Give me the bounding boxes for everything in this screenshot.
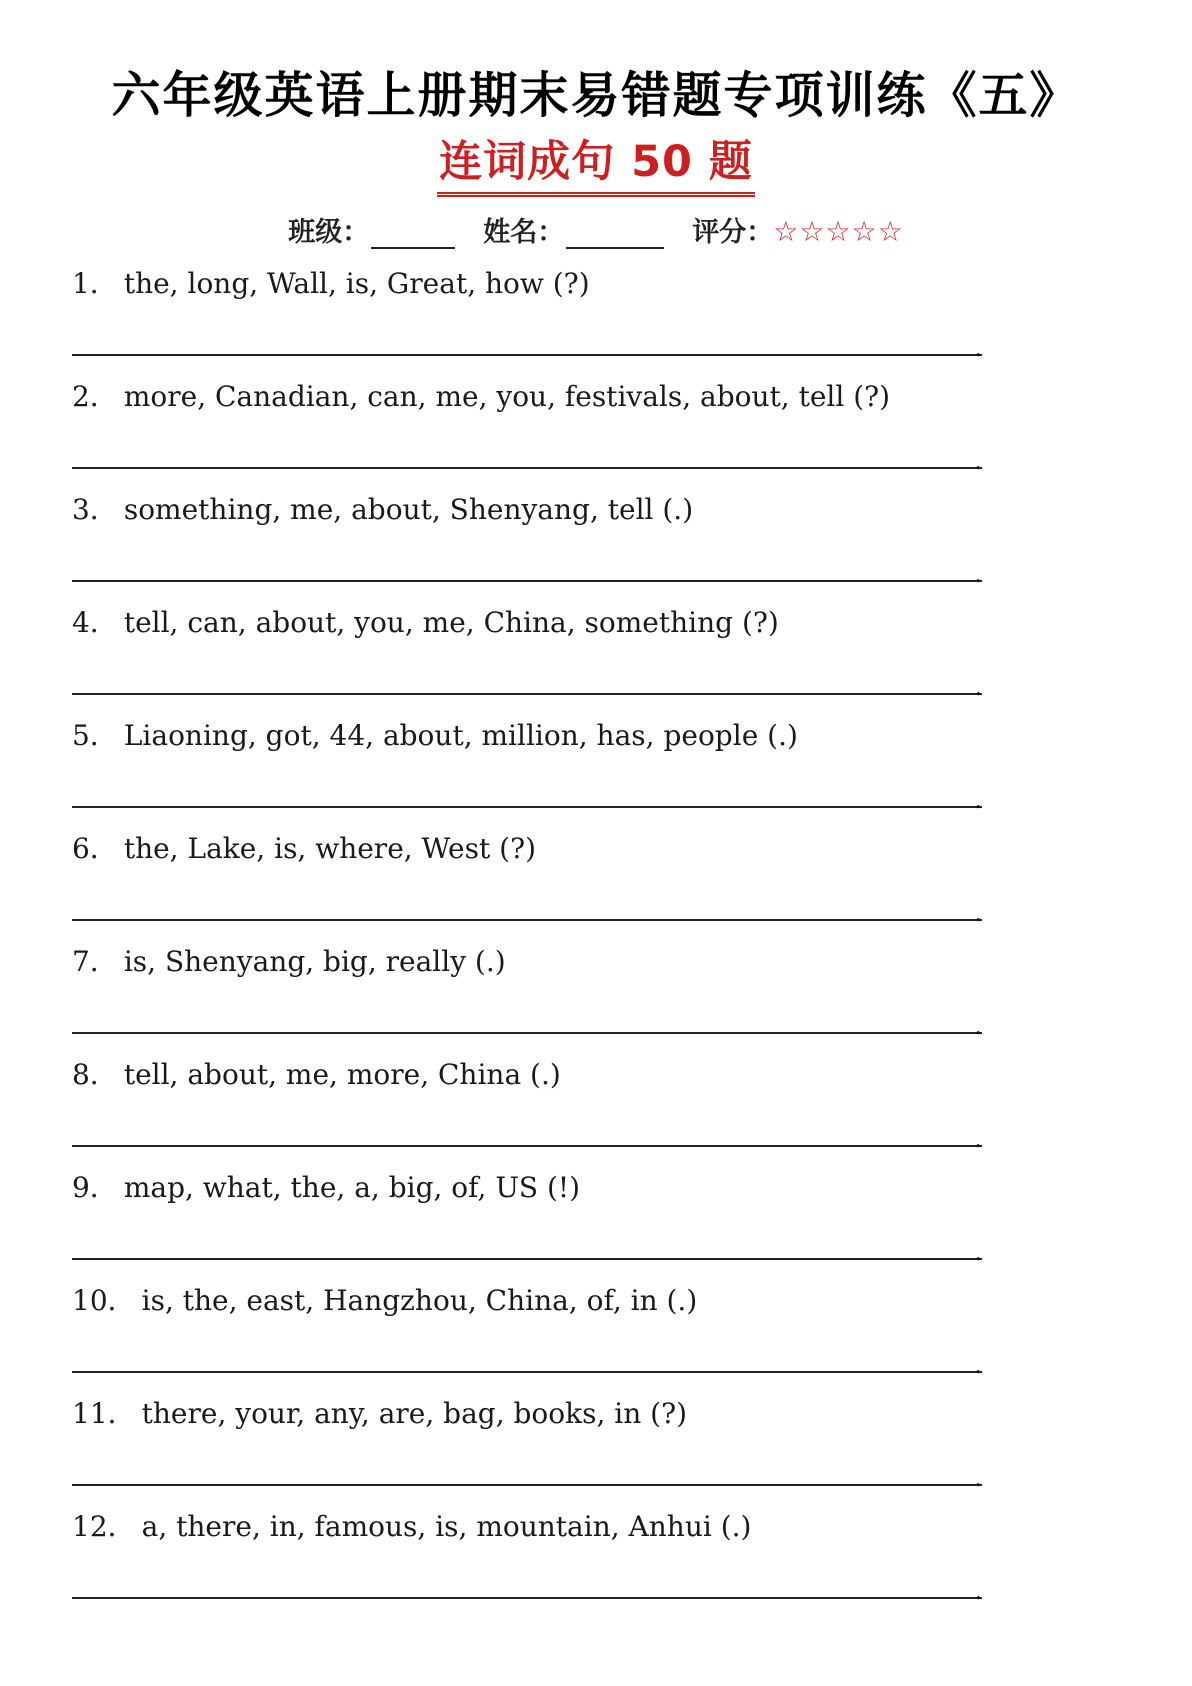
- question-item: [72, 1166, 982, 1279]
- question-number: 2．: [72, 380, 118, 413]
- question-number: 12．: [72, 1510, 136, 1543]
- question-item: [72, 601, 982, 714]
- question-number: 3．: [72, 493, 118, 526]
- question-item: [72, 827, 982, 940]
- answer-end-mark: .: [974, 447, 982, 475]
- worksheet-subtitle: 连词成句 50 题: [437, 134, 755, 197]
- question-number: 1．: [72, 267, 118, 300]
- question-words: Liaoning, got, 44, about, million, has, people (.): [123, 719, 798, 752]
- question-list: [72, 262, 982, 1618]
- answer-line[interactable]: [72, 806, 982, 808]
- answer-end-mark: .: [974, 1012, 982, 1040]
- question-number: 7．: [72, 945, 118, 978]
- answer-line[interactable]: [72, 580, 982, 582]
- question-number: 4．: [72, 606, 118, 639]
- question-text-row: [72, 1053, 561, 1097]
- answer-line[interactable]: [72, 1371, 982, 1373]
- question-words: is, the, east, Hangzhou, China, of, in (.): [141, 1284, 698, 1317]
- question-item: [72, 1505, 982, 1618]
- question-words: is, Shenyang, big, really (.): [123, 945, 506, 978]
- question-item: [72, 940, 982, 1053]
- answer-end-mark: .: [974, 673, 982, 701]
- question-item: [72, 375, 982, 488]
- answer-end-mark: .: [974, 1464, 982, 1492]
- question-text-row: [72, 601, 779, 645]
- question-text-row: [72, 1505, 751, 1549]
- question-text-row: [72, 1392, 687, 1436]
- question-item: [72, 1279, 982, 1392]
- question-number: 11．: [72, 1397, 136, 1430]
- answer-line[interactable]: [72, 1484, 982, 1486]
- question-words: there, your, any, are, bag, books, in (?): [141, 1397, 688, 1430]
- class-blank[interactable]: [371, 217, 455, 249]
- answer-end-mark: .: [974, 899, 982, 927]
- question-number: 9．: [72, 1171, 118, 1204]
- answer-line[interactable]: [72, 1258, 982, 1260]
- question-number: 5．: [72, 719, 118, 752]
- question-text-row: [72, 262, 590, 306]
- question-text-row: [72, 940, 506, 984]
- answer-end-mark: .: [974, 1351, 982, 1379]
- answer-line[interactable]: [72, 354, 982, 356]
- question-words: the, long, Wall, is, Great, how (?): [123, 267, 590, 300]
- score-label: 评分：: [692, 217, 774, 248]
- question-item: [72, 1053, 982, 1166]
- question-number: 6．: [72, 832, 118, 865]
- student-info-row: [0, 212, 1192, 253]
- question-text-row: [72, 1279, 697, 1323]
- answer-line[interactable]: [72, 693, 982, 695]
- question-words: the, Lake, is, where, West (?): [123, 832, 537, 865]
- answer-end-mark: .: [974, 1238, 982, 1266]
- question-text-row: [72, 714, 798, 758]
- question-words: something, me, about, Shenyang, tell (.): [123, 493, 694, 526]
- answer-end-mark: .: [974, 560, 982, 588]
- question-item: [72, 488, 982, 601]
- question-words: tell, can, about, you, me, China, something (?): [123, 606, 779, 639]
- question-text-row: [72, 375, 890, 419]
- question-item: [72, 1392, 982, 1505]
- question-words: map, what, the, a, big, of, US (!): [123, 1171, 581, 1204]
- question-words: more, Canadian, can, me, you, festivals, about, tell (?): [123, 380, 891, 413]
- name-blank[interactable]: [566, 217, 664, 249]
- answer-line[interactable]: [72, 467, 982, 469]
- name-label: 姓名：: [483, 217, 565, 248]
- answer-end-mark: .: [974, 786, 982, 814]
- worksheet-title: 六年级英语上册期末易错题专项训练《五》: [111, 67, 1081, 124]
- question-item: [72, 262, 982, 375]
- answer-line[interactable]: [72, 919, 982, 921]
- question-item: [72, 714, 982, 827]
- question-text-row: [72, 488, 693, 532]
- answer-line[interactable]: [72, 1032, 982, 1034]
- question-words: a, there, in, famous, is, mountain, Anhui (.): [141, 1510, 752, 1543]
- worksheet-subtitle-wrap: [0, 134, 1192, 199]
- question-number: 10．: [72, 1284, 136, 1317]
- answer-end-mark: .: [974, 1577, 982, 1605]
- question-words: tell, about, me, more, China (.): [123, 1058, 561, 1091]
- answer-end-mark: .: [974, 1125, 982, 1153]
- rating-stars[interactable]: ☆☆☆☆☆: [773, 215, 904, 248]
- class-label: 班级：: [288, 217, 370, 248]
- question-number: 8．: [72, 1058, 118, 1091]
- answer-line[interactable]: [72, 1597, 982, 1599]
- answer-end-mark: .: [974, 334, 982, 362]
- question-text-row: [72, 1166, 580, 1210]
- question-text-row: [72, 827, 536, 871]
- answer-line[interactable]: [72, 1145, 982, 1147]
